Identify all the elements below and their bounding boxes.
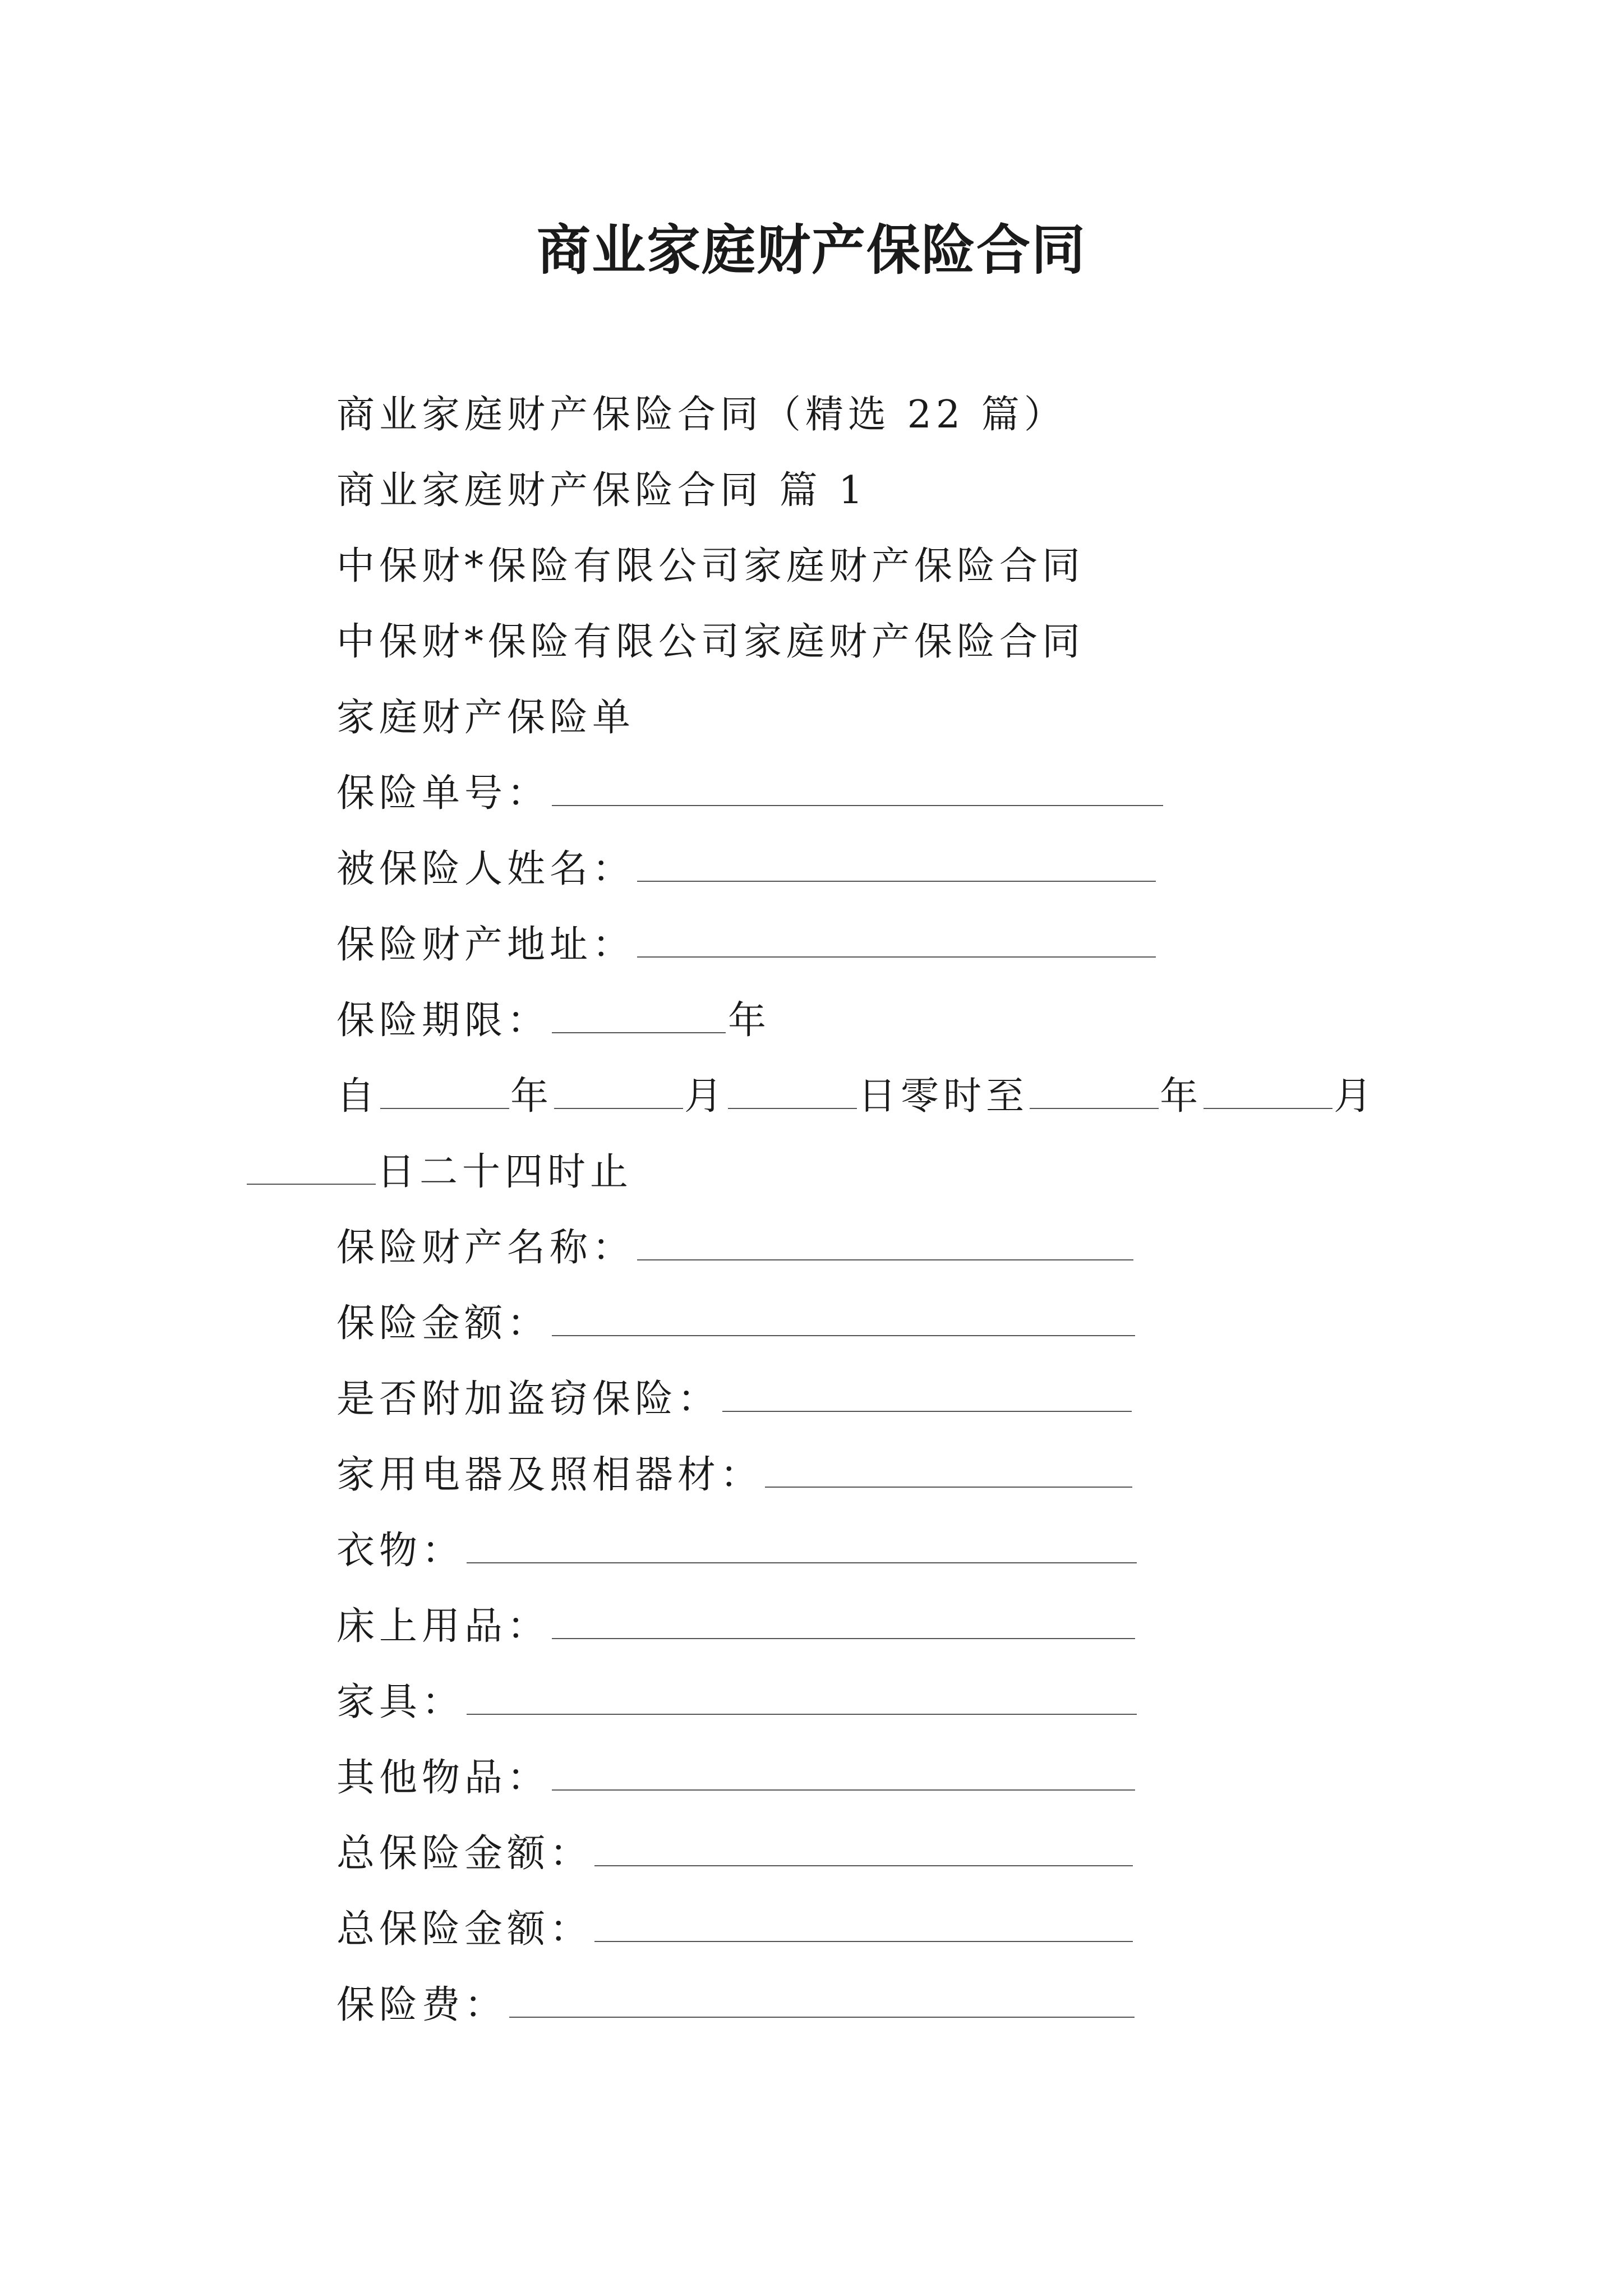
end-month-field[interactable] [1204,1069,1332,1109]
start-day-label: 日零时至 [858,1074,1029,1119]
policy-number-row [336,766,1163,822]
end-year-field[interactable] [1030,1069,1159,1109]
period-from-label: 自 [336,1074,380,1119]
premium-row [336,1977,1135,2033]
premium-label: 保险费： [336,1983,508,2027]
total-amount-label-1: 总保险金额： [336,1832,593,1876]
appliances-label: 家用电器及照相器材： [336,1453,763,1497]
policy-number-field[interactable] [552,766,1163,806]
insured-amount-label: 保险金额： [336,1301,550,1346]
policy-number-label: 保险单号： [336,771,550,816]
start-month-field[interactable] [554,1069,683,1109]
insured-name-label: 被保险人姓名： [336,847,635,891]
start-month-label: 月 [684,1074,727,1119]
start-year-label: 年 [510,1074,554,1119]
period-end-row [247,1144,633,1200]
other-items-label: 其他物品： [336,1756,550,1800]
end-month-label: 月 [1334,1074,1377,1119]
appliances-field[interactable] [765,1447,1132,1488]
total-amount-field-1[interactable] [594,1826,1133,1866]
start-year-field[interactable] [380,1069,509,1109]
property-name-row [336,1220,1133,1276]
total-amount-label-2: 总保险金额： [336,1907,593,1952]
term-years-field[interactable] [552,993,726,1033]
chapter-heading: 商业家庭财产保险合同 篇 1 [336,468,868,513]
bedding-row [336,1599,1135,1655]
other-items-row [336,1750,1135,1806]
insured-amount-field[interactable] [552,1296,1135,1336]
term-row [336,993,771,1049]
total-amount-field-2[interactable] [594,1902,1133,1942]
property-name-field[interactable] [637,1220,1133,1260]
property-address-label: 保险财产地址： [336,923,635,967]
clothing-field[interactable] [467,1523,1137,1563]
furniture-field[interactable] [467,1674,1137,1715]
bedding-label: 床上用品： [336,1604,550,1649]
property-address-field[interactable] [637,917,1156,958]
insured-name-field[interactable] [637,841,1156,882]
start-day-field[interactable] [728,1069,857,1109]
furniture-row [336,1674,1137,1731]
premium-field[interactable] [509,1977,1135,2018]
insured-name-row [336,841,1156,898]
furniture-label: 家具： [336,1680,465,1724]
term-unit: 年 [728,999,771,1043]
term-label: 保险期限： [336,999,550,1043]
subtitle: 商业家庭财产保险合同（精选 22 篇） [336,393,1067,437]
end-day-field[interactable] [247,1144,376,1185]
property-address-row [336,917,1156,973]
period-end-label: 日二十四时止 [377,1150,633,1194]
document-name: 家庭财产保险单 [336,696,635,740]
total-amount-row-1 [336,1826,1133,1882]
insured-amount-row [336,1296,1135,1352]
clothing-label: 衣物： [336,1529,465,1573]
company-line-1: 中保财*保险有限公司家庭财产保险合同 [336,544,1085,588]
bedding-field[interactable] [552,1599,1135,1639]
theft-label: 是否附加盗窃保险： [336,1377,721,1421]
appliances-row [336,1447,1132,1503]
end-year-label: 年 [1160,1074,1203,1119]
total-amount-row-2 [336,1902,1133,1958]
period-row [336,1069,1376,1125]
property-name-label: 保险财产名称： [336,1226,635,1270]
document-title: 商业家庭财产保险合同 [537,219,1086,282]
clothing-row [336,1523,1137,1579]
theft-row [336,1372,1132,1428]
company-line-2: 中保财*保险有限公司家庭财产保险合同 [336,620,1085,664]
theft-field[interactable] [722,1372,1132,1412]
other-items-field[interactable] [552,1750,1135,1791]
